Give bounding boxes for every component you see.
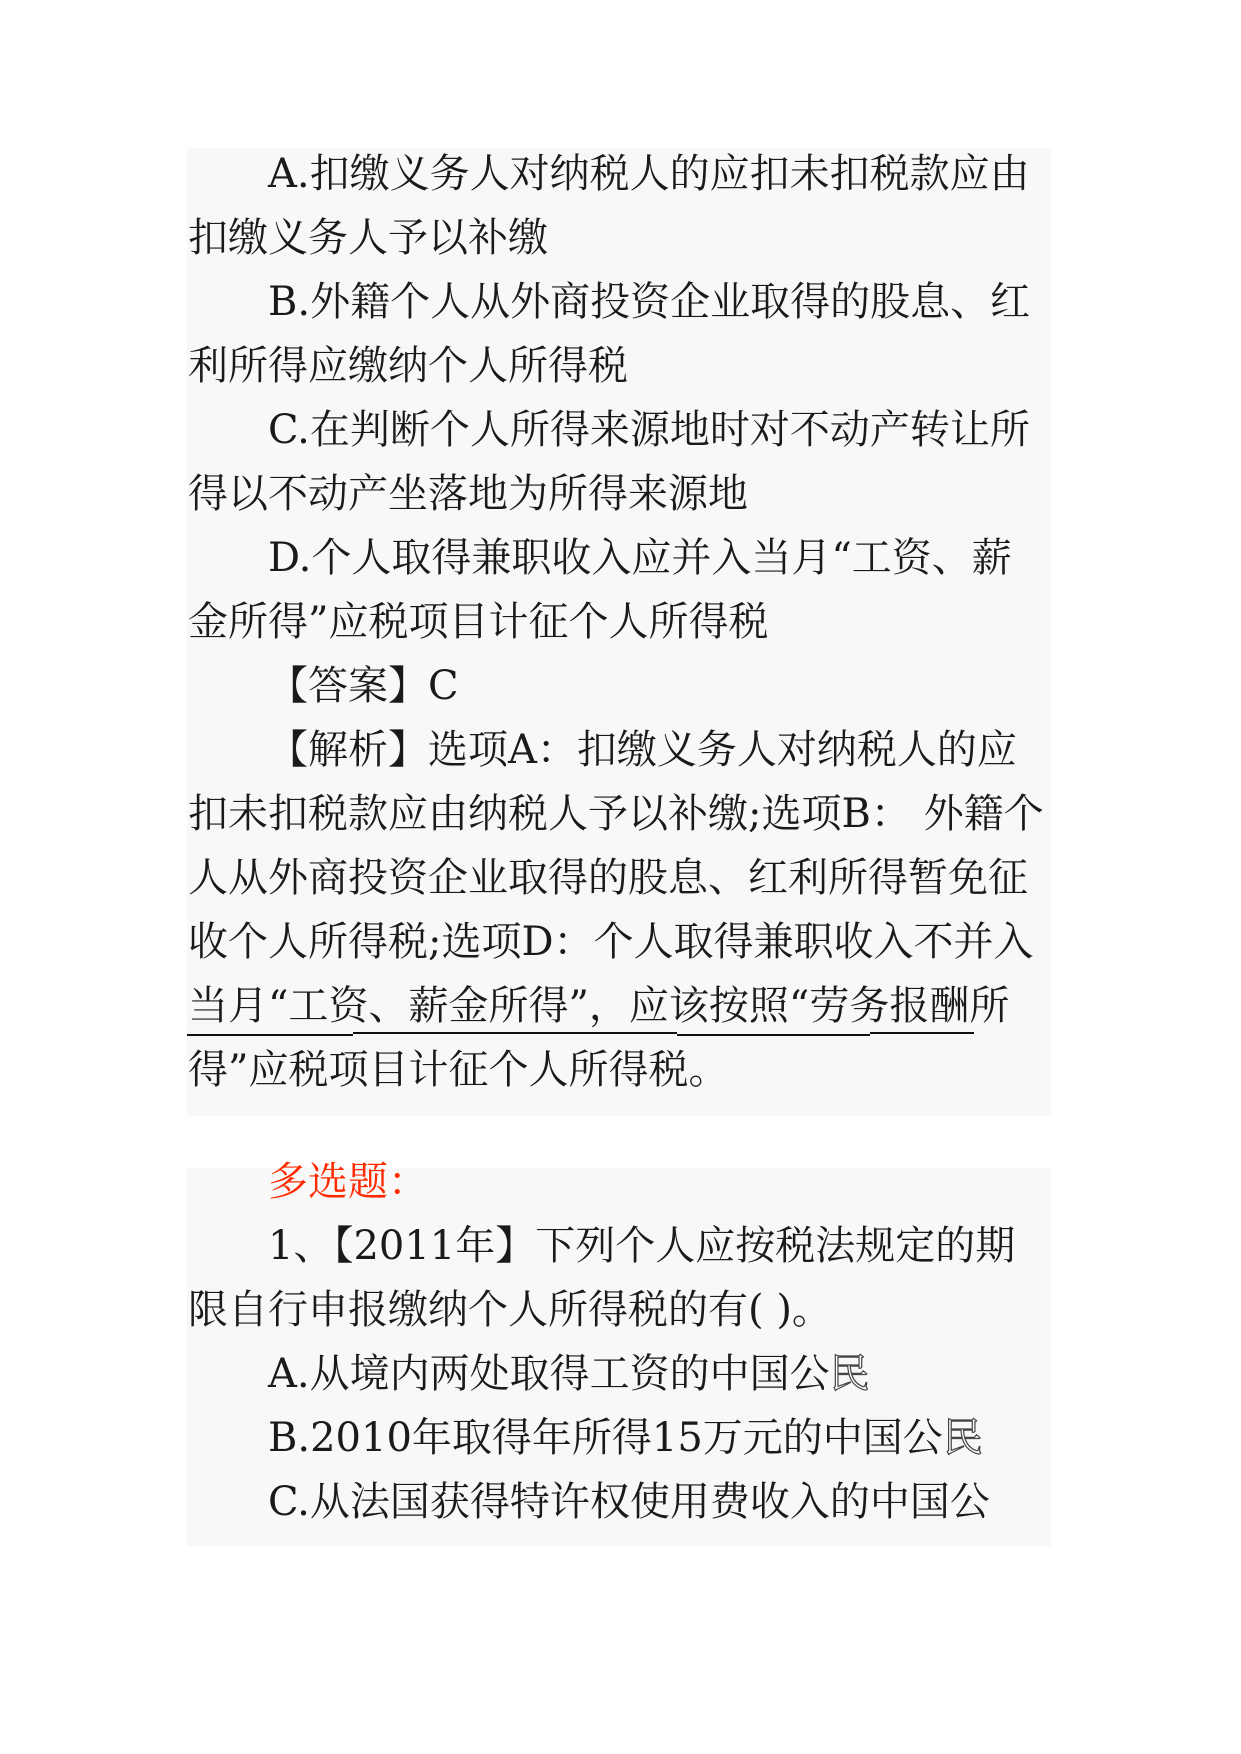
option-c: C.在判断个人所得来源地时对不动产转让所得以不动产坐落地为所得来源地 [188, 407, 1030, 517]
option-a: A.扣缴义务人对纳税人的应扣未扣税款应由扣缴义务人予以补缴 [188, 151, 1030, 261]
option-a-hollow-char: 民 [829, 1351, 870, 1397]
divider-segment [353, 1032, 677, 1034]
option-a [188, 1342, 1048, 1406]
option-a-text: A.从境内两处取得工资的中国公 [268, 1351, 830, 1397]
option-b: B.外籍个人从外商投资企业取得的股息、红利所得应缴纳个人所得税 [188, 279, 1031, 389]
option-b [188, 1406, 1048, 1470]
question-2-block [188, 1150, 1048, 1534]
option-b-hollow-char: 民 [942, 1415, 983, 1461]
question-1-block [188, 142, 1048, 1102]
divider-segment [870, 1032, 974, 1034]
divider-segment [677, 1034, 870, 1036]
section-heading: 多选题： [268, 1159, 428, 1205]
option-c: C.从法国获得特许权使用费收入的中国公 [268, 1479, 990, 1525]
divider-segment [187, 1034, 353, 1036]
option-b-text: B.2010年取得年所得15万元的中国公 [268, 1415, 943, 1461]
analysis: 【解析】选项A：扣缴义务人对纳税人的应扣未扣税款应由纳税人予以补缴;选项B： 外籍个人从外商投资企业取得的股息、红利所得暂免征收个人所得税;选项D：个人取得兼职收入不并入当月“工资、薪金所得”，应该按照“劳务报酬所得”应税项目计征个人所得税。 [188, 727, 1044, 1093]
question-stem: 1、【2011年】下列个人应按税法规定的期限自行申报缴纳个人所得税的有( )。 [188, 1223, 1016, 1333]
answer: 【答案】C [268, 663, 459, 709]
option-d: D.个人取得兼职收入应并入当月“工资、薪金所得”应税项目计征个人所得税 [188, 535, 1012, 645]
